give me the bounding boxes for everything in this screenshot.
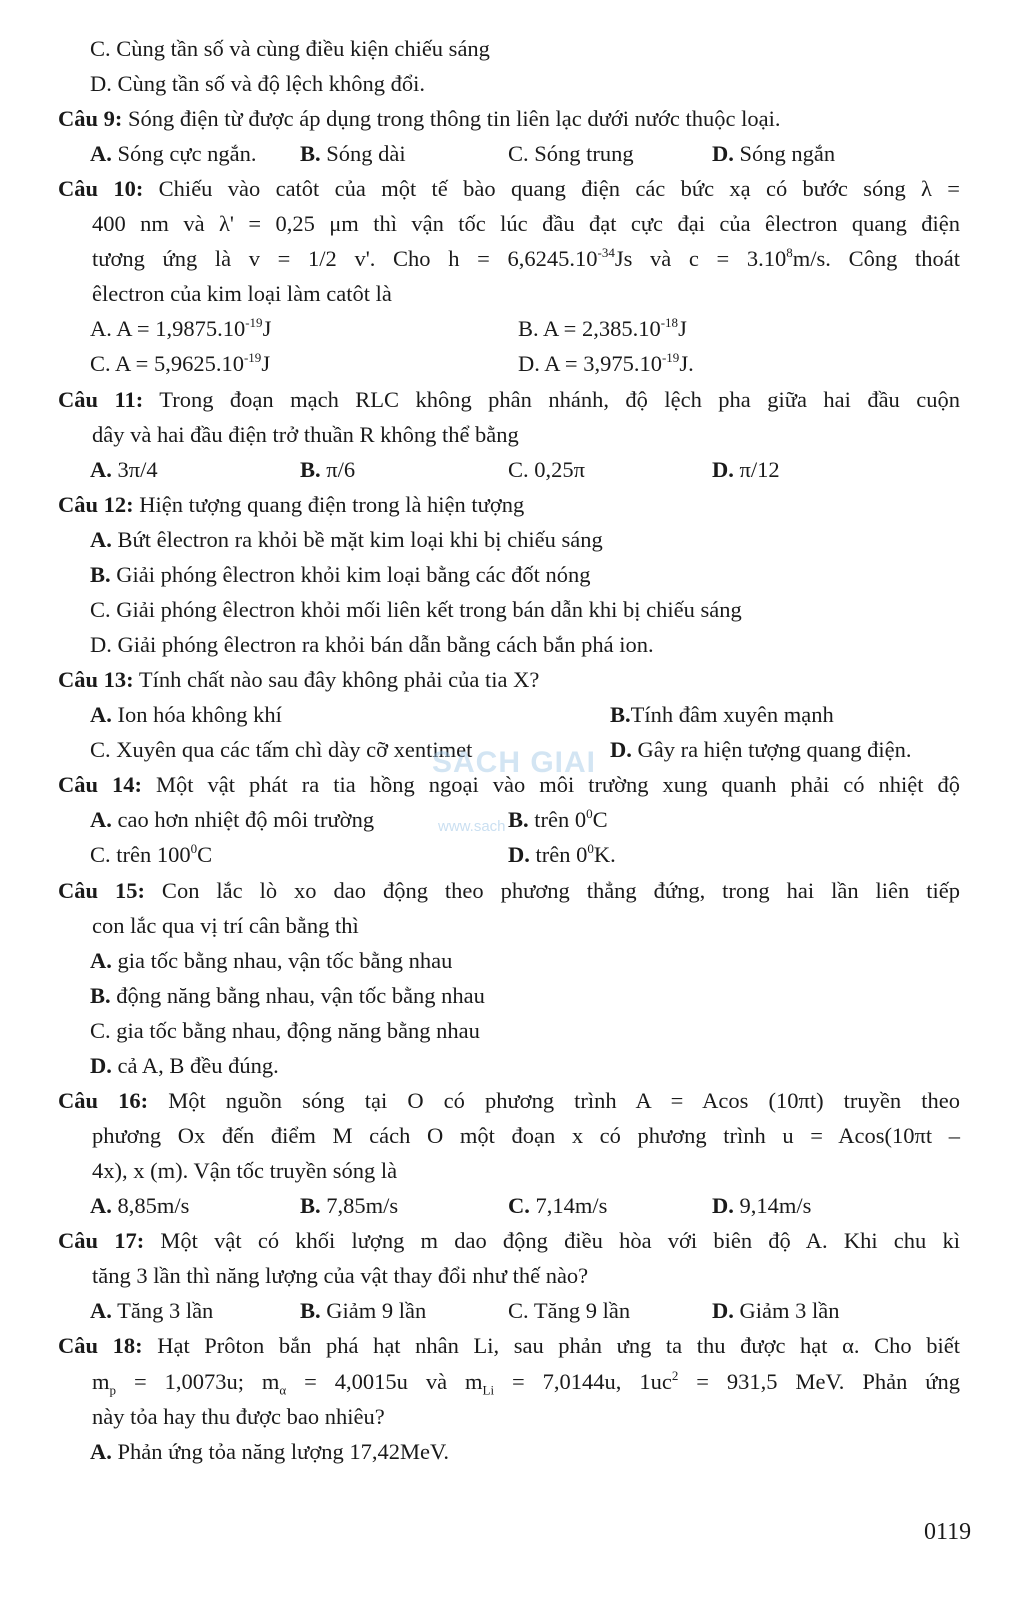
text-line-l36: tăng 3 lần thì năng lượng của vật thay đổi như thế nào?	[92, 1263, 589, 1288]
text-line-l7: tương ứng là v = 1/2 v'. Cho $h = 6,6245.10^{-34}Js$ và $c = 3.10^8m/s$. Công thoát	[92, 244, 960, 271]
text-line-l37b: B. Giảm 9 lần	[300, 1298, 427, 1323]
text-line-l4a: A. Sóng cực ngắn.	[90, 141, 257, 166]
text-line-l30: D. cả A, B đều đúng.	[90, 1053, 279, 1078]
text-line-l17: C. Giải phóng êlectron khỏi mối liên kết trong bán dẫn khi bị chiếu sáng	[90, 597, 742, 622]
page-number: 0119	[924, 1519, 972, 1545]
text-line-l9a: A. $A = 1,9875.10^{-19}J$	[90, 314, 272, 341]
text-line-l24a: C. trên $100^0C$	[90, 840, 213, 867]
text-line-l16: B. Giải phóng êlectron khỏi kim loại bằng các đốt nóng	[90, 562, 591, 587]
text-line-l18: D. Giải phóng êlectron ra khỏi bán dẫn bằng cách bắn phá ion.	[90, 632, 654, 657]
text-line-l1: C. Cùng tần số và cùng điều kiện chiếu sáng	[90, 36, 490, 61]
text-line-l28: B. động năng bằng nhau, vận tốc bằng nhau	[90, 983, 485, 1008]
text-line-l21a: C. Xuyên qua các tấm chì dày cỡ xentimet	[90, 737, 473, 762]
text-line-l13a: A. 3π/4	[90, 457, 158, 482]
text-line-l23b: B. trên $0^0C$	[508, 805, 608, 832]
text-line-l2: D. Cùng tần số và độ lệch không đổi.	[90, 71, 425, 96]
text-line-l29: C. gia tốc bằng nhau, động năng bằng nhau	[90, 1018, 480, 1043]
text-line-l23a: A. cao hơn nhiệt độ môi trường	[90, 807, 375, 832]
text-line-l37a: A. Tăng 3 lần	[90, 1298, 214, 1323]
text-line-l24b: D. trên $0^0K$.	[508, 840, 616, 867]
text-line-l34c: C. 7,14m/s	[508, 1193, 608, 1218]
text-line-l26: con lắc qua vị trí cân bằng thì	[92, 913, 359, 938]
text-line-l4c: C. Sóng trung	[508, 141, 634, 166]
text-line-l41: A. Phản ứng tỏa năng lượng 17,42MeV.	[90, 1439, 449, 1464]
text-line-l4d: D. Sóng ngắn	[712, 141, 836, 166]
text-line-l13c: C. 0,25π	[508, 457, 585, 482]
text-line-l13b: B. π/6	[300, 457, 356, 482]
text-line-l6: 400 nm và λ' = 0,25 μm thì vận tốc lúc đầu đạt cực đại của êlectron quang điện	[92, 211, 960, 236]
text-line-l5: Câu 10: Chiếu vào catôt của một tế bào quang điện các bức xạ có bước sóng λ =	[58, 176, 960, 201]
text-line-l31: Câu 16: Một nguồn sóng tại O có phương trình A = Acos (10πt) truyền theo	[58, 1088, 960, 1113]
text-line-l3: Câu 9: Sóng điện từ được áp dụng trong thông tin liên lạc dưới nước thuộc loại.	[58, 106, 781, 131]
watermark-logo: SACH GIAI	[432, 746, 597, 779]
text-line-l38: Câu 18: Hạt Prôton bắn phá hạt nhân Li, sau phản ưng ta thu được hạt α. Cho biết	[58, 1333, 960, 1358]
text-line-l34b: B. 7,85m/s	[300, 1193, 399, 1218]
text-line-l33: 4x), x (m). Vận tốc truyền sóng là	[92, 1158, 398, 1183]
text-line-l37d: D. Giảm 3 lần	[712, 1298, 840, 1323]
text-line-l10b: D. $A = 3,975.10^{-19}J$.	[518, 349, 694, 376]
text-line-l40: này tỏa hay thu được bao nhiêu?	[92, 1404, 385, 1429]
text-line-l10a: C. $A = 5,9625.10^{-19}J$	[90, 349, 271, 376]
text-line-l37c: C. Tăng 9 lần	[508, 1298, 631, 1323]
text-line-l15: A. Bứt êlectron ra khỏi bề mặt kim loại khi bị chiếu sáng	[90, 527, 603, 552]
text-line-l13d: D. π/12	[712, 457, 780, 482]
text-line-l21b: D. Gây ra hiện tượng quang điện.	[610, 737, 912, 762]
text-line-l34d: D. 9,14m/s	[712, 1193, 812, 1218]
text-line-l25: Câu 15: Con lắc lò xo dao động theo phương thẳng đứng, trong hai lần liên tiếp	[58, 878, 960, 903]
text-line-l20a: A. Ion hóa không khí	[90, 702, 282, 727]
text-line-l20b: B.Tính đâm xuyên mạnh	[610, 702, 834, 727]
text-line-l8: êlectron của kim loại làm catôt là	[92, 281, 392, 306]
text-line-l14: Câu 12: Hiện tượng quang điện trong là hiện tượng	[58, 492, 525, 517]
text-line-l34a: A. 8,85m/s	[90, 1193, 190, 1218]
text-line-l39: $m_p = 1,0073u$; $m_\alpha = 4,0015u$ và $m_{Li} = 7,0144u$, $1uc^2 = 931,5$ MeV. Phản ứng	[92, 1367, 961, 1398]
text-line-l19: Câu 13: Tính chất nào sau đây không phải của tia X?	[58, 667, 540, 692]
text-line-l32: phương Ox đến điểm M cách O một đoạn x có phương trình u = Acos(10πt –	[92, 1123, 960, 1148]
text-line-l22: Câu 14: Một vật phát ra tia hồng ngoại vào môi trường xung quanh phải có nhiệt độ	[58, 772, 960, 797]
text-line-l9b: B. $A = 2,385.10^{-18}J$	[518, 314, 687, 341]
text-line-l4b: B. Sóng dài	[300, 141, 406, 166]
watermark-url: www.sach	[438, 818, 506, 835]
text-line-l27: A. gia tốc bằng nhau, vận tốc bằng nhau	[90, 948, 453, 973]
text-line-l11: Câu 11: Trong đoạn mạch RLC không phân nhánh, độ lệch pha giữa hai đầu cuộn	[58, 387, 960, 412]
text-line-l35: Câu 17: Một vật có khối lượng m dao động điều hòa với biên độ A. Khi chu kì	[58, 1228, 960, 1253]
text-line-l12: dây và hai đầu điện trở thuần R không thể bằng	[92, 422, 519, 447]
